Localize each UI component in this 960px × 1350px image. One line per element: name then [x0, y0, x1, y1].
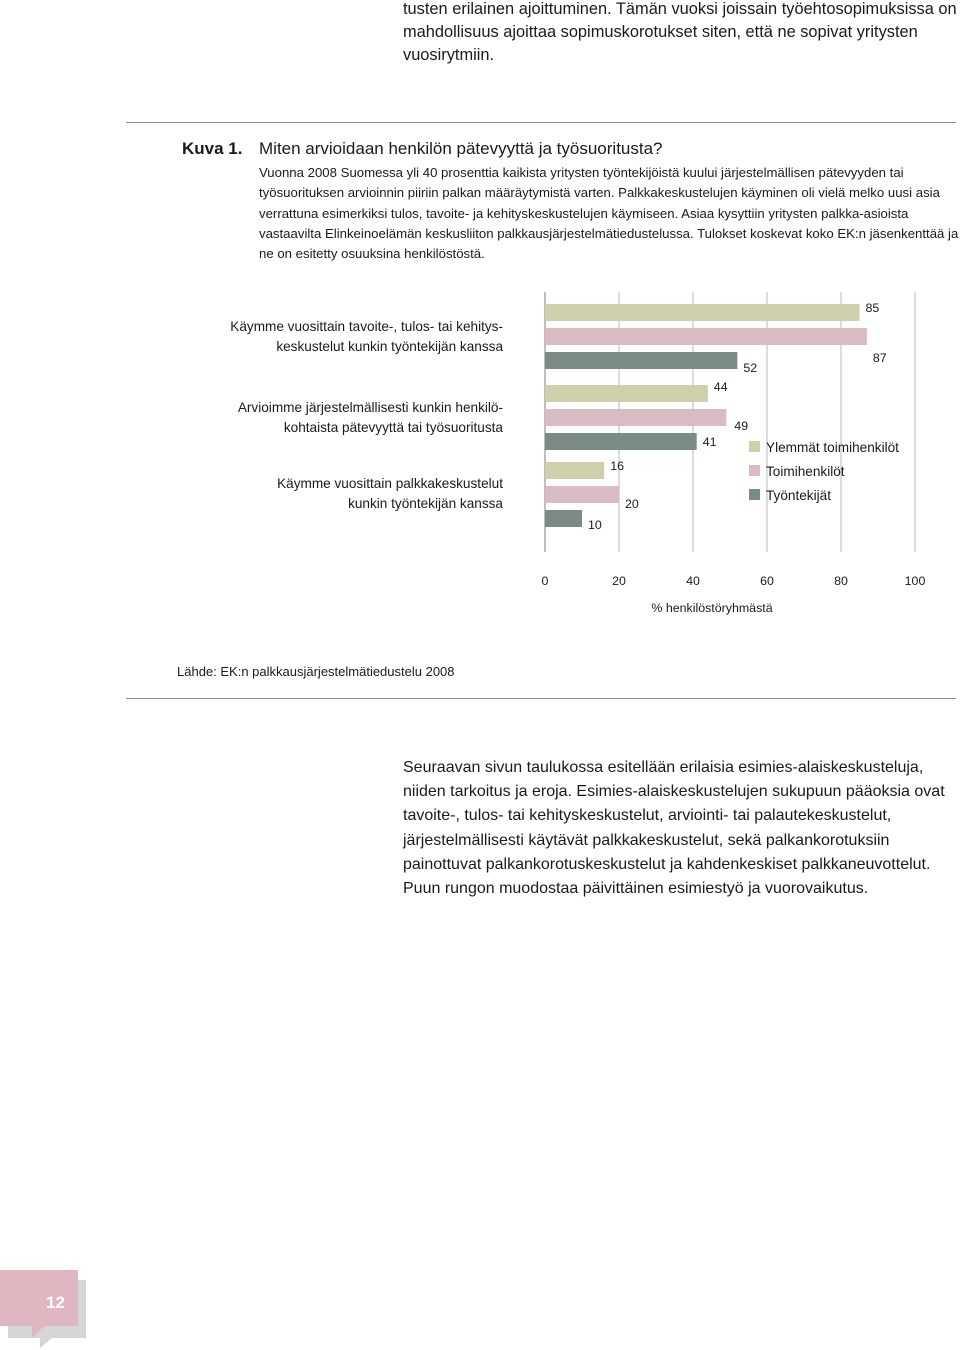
data-label: 85	[865, 301, 880, 315]
x-tick-label: 20	[612, 574, 626, 588]
bar	[545, 462, 604, 479]
data-label: 41	[702, 435, 717, 449]
x-tick-label: 100	[904, 574, 926, 588]
bar	[545, 486, 619, 503]
data-label: 20	[625, 497, 639, 511]
category-label-line: Käymme vuosittain tavoite-, tulos- tai kehitys-	[230, 319, 503, 334]
legend-swatch	[749, 441, 760, 452]
legend-label: Työntekijät	[766, 488, 831, 503]
data-label: 49	[734, 419, 749, 433]
page-number: 12	[46, 1293, 65, 1312]
x-axis-label: % henkilöstöryhmästä	[651, 601, 773, 615]
x-tick-label: 80	[834, 574, 848, 588]
legend-swatch	[749, 465, 760, 476]
x-tick-label: 40	[686, 574, 700, 588]
data-label: 44	[713, 380, 728, 394]
figure-label: Kuva 1.	[182, 139, 243, 158]
category-label-line: kohtaista pätevyyttä tai työsuoritusta	[283, 420, 503, 435]
category-label-line: Käymme vuosittain palkkakeskustelut	[277, 476, 503, 491]
bottom-rule	[126, 698, 956, 699]
bar	[545, 433, 697, 450]
category-label-line: keskustelut kunkin työntekijän kanssa	[276, 339, 503, 354]
bar	[545, 352, 737, 369]
x-tick-label: 60	[760, 574, 774, 588]
x-tick-label: 0	[541, 574, 549, 588]
data-label: 10	[588, 518, 602, 532]
bar	[545, 510, 582, 527]
category-label-line: Arvioimme järjestelmällisesti kunkin henkilö-	[237, 400, 503, 415]
legend-label: Toimihenkilöt	[766, 464, 845, 479]
bar-chart	[0, 0, 960, 640]
body-paragraph: Seuraavan sivun taulukossa esitellään erilaisia esimies-alaiskeskusteluja, niiden tarkoitus ja eroja. Esimies-alaiskeskustelujen sukupuun pääoksia ovat tavoite-, tulos- tai kehityskeskustelut, arviointi- tai palautekeskustelut, järjestelmällisesti käytävät palkkakeskustelut, sekä palkankorotuksiin painottuvat palkankorotuskeskustelut ja kahdenkeskiset palkkaneuvottelut. Puun rungon muodostaa päivittäinen esimiestyö ja vuorovaikutus.	[403, 759, 945, 898]
bar	[545, 304, 860, 321]
bar	[545, 409, 726, 426]
legend-label: Ylemmät toimihenkilöt	[766, 440, 899, 455]
legend-swatch	[749, 489, 760, 500]
intro-paragraph: tusten erilainen ajoittuminen. Tämän vuoksi joissain työehtosopimuksissa on mahdollisuus ajoittaa sopimuskorotukset siten, että ne sopivat yritysten vuosirytmiin.	[403, 0, 957, 64]
data-label: 16	[610, 459, 624, 473]
bar	[545, 328, 867, 345]
data-label: 52	[743, 361, 758, 375]
figure-caption: Vuonna 2008 Suomessa yli 40 prosenttia kaikista yritysten työntekijöistä kuului järjestelmällisen pätevyyden tai työsuorituksen arvioinnin piiriin palkan määräytymistä varten. Palkkakeskustelujen käyminen oli vielä melko uusi asia verrattuna esimerkiksi tulos, tavoite- ja kehityskeskustelujen käymiseen. Asiaa kysyttiin yritysten palkka-asioista vastaavilta Elinkeinoelämän keskusliiton palkkausjärjestelmätiedustelussa. Tulokset koskevat koko EK:n jäsenkenttää ja ne on esitetty osuuksina henkilöstöstä.	[259, 165, 959, 262]
source-note: Lähde: EK:n palkkausjärjestelmätiedustelu 2008	[177, 664, 455, 679]
page-number-badge	[0, 1270, 90, 1350]
data-label: 87	[872, 351, 887, 365]
figure-title: Miten arvioidaan henkilön pätevyyttä ja työsuoritusta?	[259, 139, 663, 158]
bar	[545, 385, 708, 402]
category-label-line: kunkin työntekijän kanssa	[348, 496, 503, 511]
